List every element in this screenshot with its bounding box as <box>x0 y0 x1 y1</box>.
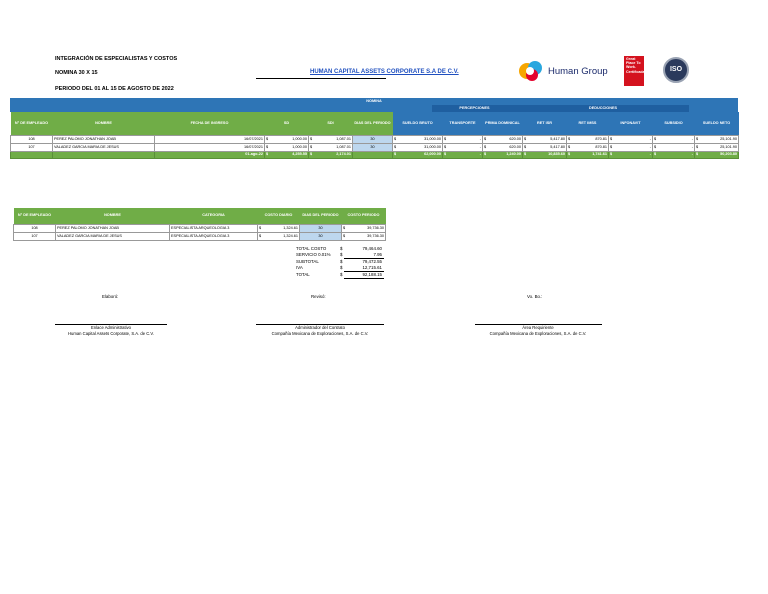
col-sueldo-bruto: SUELDO BRUTO <box>393 112 443 135</box>
reviso-label: Revisó: <box>311 294 326 299</box>
signature-block-1 <box>40 325 182 336</box>
cell-num: 108 <box>11 135 53 143</box>
cell-days: 30 <box>300 224 342 232</box>
signature-2-company: Compañía Mexicana de Exploraciones, S.A. de C.V. <box>271 330 369 336</box>
cell-days: 30 <box>353 135 393 143</box>
cell-transporte: $ - <box>443 135 483 143</box>
signature-1-company: Human Capital Assets Corporate, S.A. de C.V. <box>68 330 154 336</box>
col-num-empleado: N° DE EMPLEADO <box>14 208 56 224</box>
signature-1-role: Enlace Administrativo <box>90 325 132 330</box>
company-link[interactable]: HUMAN CAPITAL ASSETS CORPORATE S.A DE C.V. <box>310 69 459 75</box>
col-sd: SD <box>265 112 309 135</box>
cell-date: 16/07/2021 <box>155 143 265 151</box>
col-sueldo-neto: SUELDO NETO <box>695 112 739 135</box>
cell-costo-periodo: $ 39,736.30 <box>342 232 386 240</box>
col-fecha-ingreso: FECHA DE INGRESO <box>155 112 265 135</box>
percepciones-banner: PERCEPCIONES <box>432 105 517 112</box>
summary-label: IVA <box>296 265 303 271</box>
col-costo-diario: COSTO DIARIO <box>258 208 300 224</box>
nomina-banner-fill-right <box>689 105 738 112</box>
signature-2-role: Administrador del Contrato <box>295 325 345 330</box>
cell-prima: $ 620.00 <box>483 143 523 151</box>
summary-row <box>294 272 384 279</box>
nomina-total-row <box>11 151 739 158</box>
summary-currency: $ <box>340 265 343 271</box>
cell-bruto: $ 31,000.00 <box>393 143 443 151</box>
summary-currency: $ <box>340 272 343 277</box>
deducciones-banner: DEDUCCIONES <box>517 105 689 112</box>
cell-sd: $ 1,000.00 <box>265 143 309 151</box>
summary-currency: $ <box>340 246 343 251</box>
cell-isr: $ 5,417.80 <box>523 143 567 151</box>
col-costo-periodo: COSTO PERIODO <box>342 208 386 224</box>
col-nombre: NOMBRE <box>56 208 170 224</box>
col-categoria: CATEGORIA <box>170 208 258 224</box>
costos-header-row <box>14 208 386 224</box>
great-place-to-work-badge: Great Place To Work. Certificada <box>624 56 644 86</box>
cell-subsidio: $ - <box>653 143 695 151</box>
vobo-label: Vo. Bo.: <box>527 294 543 299</box>
cell-infonavit: $ - <box>609 135 653 143</box>
summary-label: TOTAL COSTO <box>296 246 327 251</box>
cell-neto: $ 25,101.90 <box>695 135 739 143</box>
total-empty <box>353 151 393 158</box>
col-nombre: NOMBRE <box>53 112 155 135</box>
total-isr: $ 10,835.60 <box>524 152 565 156</box>
cell-num: 107 <box>14 232 56 240</box>
summary-table <box>294 246 384 279</box>
title-line-3: PERIODO DEL 01 AL 15 DE AGOSTO DE 2022 <box>55 86 174 92</box>
signature-3-role: Área Requiriente <box>522 325 554 330</box>
cell-isr: $ 5,417.80 <box>523 135 567 143</box>
cell-name: VALADEZ GARCIA MARIA DE JESUS <box>53 143 155 151</box>
summary-amount: 7.95 <box>344 252 384 259</box>
cell-name: PEREZ PALOMO JONATHAN JOAB <box>53 135 155 143</box>
cell-prima: $ 620.00 <box>483 135 523 143</box>
cell-costo-diario: $ 1,324.61 <box>258 232 300 240</box>
cell-bruto: $ 31,000.00 <box>393 135 443 143</box>
col-dias-periodo: DIAS DEL PERIODO <box>353 112 393 135</box>
summary-amount: 79,464.60 <box>362 246 382 251</box>
costos-table <box>13 208 386 241</box>
total-subsidio: $ - <box>654 152 693 156</box>
cell-sdi: $ 1,087.01 <box>309 143 353 151</box>
summary-currency: $ <box>340 252 343 258</box>
total-transporte: $ - <box>444 152 481 156</box>
nomina-header-row <box>11 112 739 135</box>
total-imss: $ 1,741.61 <box>568 152 607 156</box>
col-ret-isr: RET ISR <box>523 112 567 135</box>
table-row <box>11 135 739 143</box>
summary-currency: $ <box>340 258 343 264</box>
signature-3-company: Compañía Mexicana de Exploraciones, S.A. de C.V. <box>489 330 587 336</box>
col-dias-periodo: DIAS DEL PERIODO <box>300 208 342 224</box>
signature-block-2 <box>245 325 395 336</box>
summary-amount: 12,715.61 <box>344 265 384 272</box>
cell-costo-diario: $ 1,324.61 <box>258 224 300 232</box>
total-empty <box>53 151 155 158</box>
cell-neto: $ 25,101.90 <box>695 143 739 151</box>
summary-label: SERVICIO 0.01% <box>296 252 331 258</box>
table-row <box>11 143 739 151</box>
table-row <box>14 232 386 240</box>
signature-block-3 <box>463 325 613 336</box>
elaboro-label: Elaboró: <box>102 294 119 299</box>
cell-subsidio: $ - <box>653 135 695 143</box>
col-num-empleado: N° DE EMPLEADO <box>11 112 53 135</box>
nomina-banner: NOMINA <box>10 98 738 105</box>
cell-imss: $ 870.81 <box>567 135 609 143</box>
company-underline <box>256 78 386 79</box>
nomina-banner-fill <box>10 105 432 112</box>
total-empty <box>11 151 53 158</box>
cell-sdi: $ 1,087.01 <box>309 135 353 143</box>
nomina-table <box>10 112 739 159</box>
summary-label: SUBTOTAL <box>296 258 319 264</box>
human-group-logo-text: Human Group <box>548 66 608 77</box>
human-group-logo-icon <box>518 58 546 84</box>
cell-days: 30 <box>300 232 342 240</box>
cell-imss: $ 870.81 <box>567 143 609 151</box>
cell-sd: $ 1,000.00 <box>265 135 309 143</box>
total-prima: $ 1,240.00 <box>484 152 521 156</box>
human-group-logo <box>518 57 618 85</box>
col-ret-imss: RET IMSS <box>567 112 609 135</box>
total-bruto: $ 62,000.00 <box>394 152 441 156</box>
title-line-2: NOMINA 30 X 15 <box>55 70 98 76</box>
cell-num: 108 <box>14 224 56 232</box>
cell-name: PEREZ PALOMO JONATHAN JOAB <box>56 224 170 232</box>
summary-label: TOTAL <box>296 272 310 277</box>
cell-name: VALADEZ GARCIA MARIA DE JESUS <box>56 232 170 240</box>
iso-badge: ISO <box>663 57 689 83</box>
total-neto: $ 50,203.80 <box>696 152 737 156</box>
col-sdi: SDI <box>309 112 353 135</box>
cell-categoria: ESPECIALISTA ARQUEOLOGIA 3 <box>170 232 258 240</box>
col-transporte: TRANSPORTE <box>443 112 483 135</box>
col-subsidio: SUBSIDIO <box>653 112 695 135</box>
col-prima-dominical: PRIMA DOMINICAL <box>483 112 523 135</box>
summary-amount: 79,472.55 <box>362 259 382 264</box>
col-infonavit: INFONAVIT <box>609 112 653 135</box>
cell-transporte: $ - <box>443 143 483 151</box>
cell-date: 16/07/2021 <box>155 135 265 143</box>
table-row <box>14 224 386 232</box>
total-date: 01-ago-22 <box>155 151 265 158</box>
total-sdi: $ 2,174.01 <box>310 152 351 156</box>
summary-amount: 92,188.15 <box>344 272 384 279</box>
cell-categoria: ESPECIALISTA ARQUEOLOGIA 3 <box>170 224 258 232</box>
cell-num: 107 <box>11 143 53 151</box>
cell-days: 30 <box>353 143 393 151</box>
total-infonavit: $ - <box>610 152 651 156</box>
cell-costo-periodo: $ 39,736.30 <box>342 224 386 232</box>
total-sd: $ 4,255.55 <box>266 152 307 156</box>
title-line-1: INTEGRACIÓN DE ESPECIALISTAS Y COSTOS <box>55 56 178 62</box>
cell-infonavit: $ - <box>609 143 653 151</box>
